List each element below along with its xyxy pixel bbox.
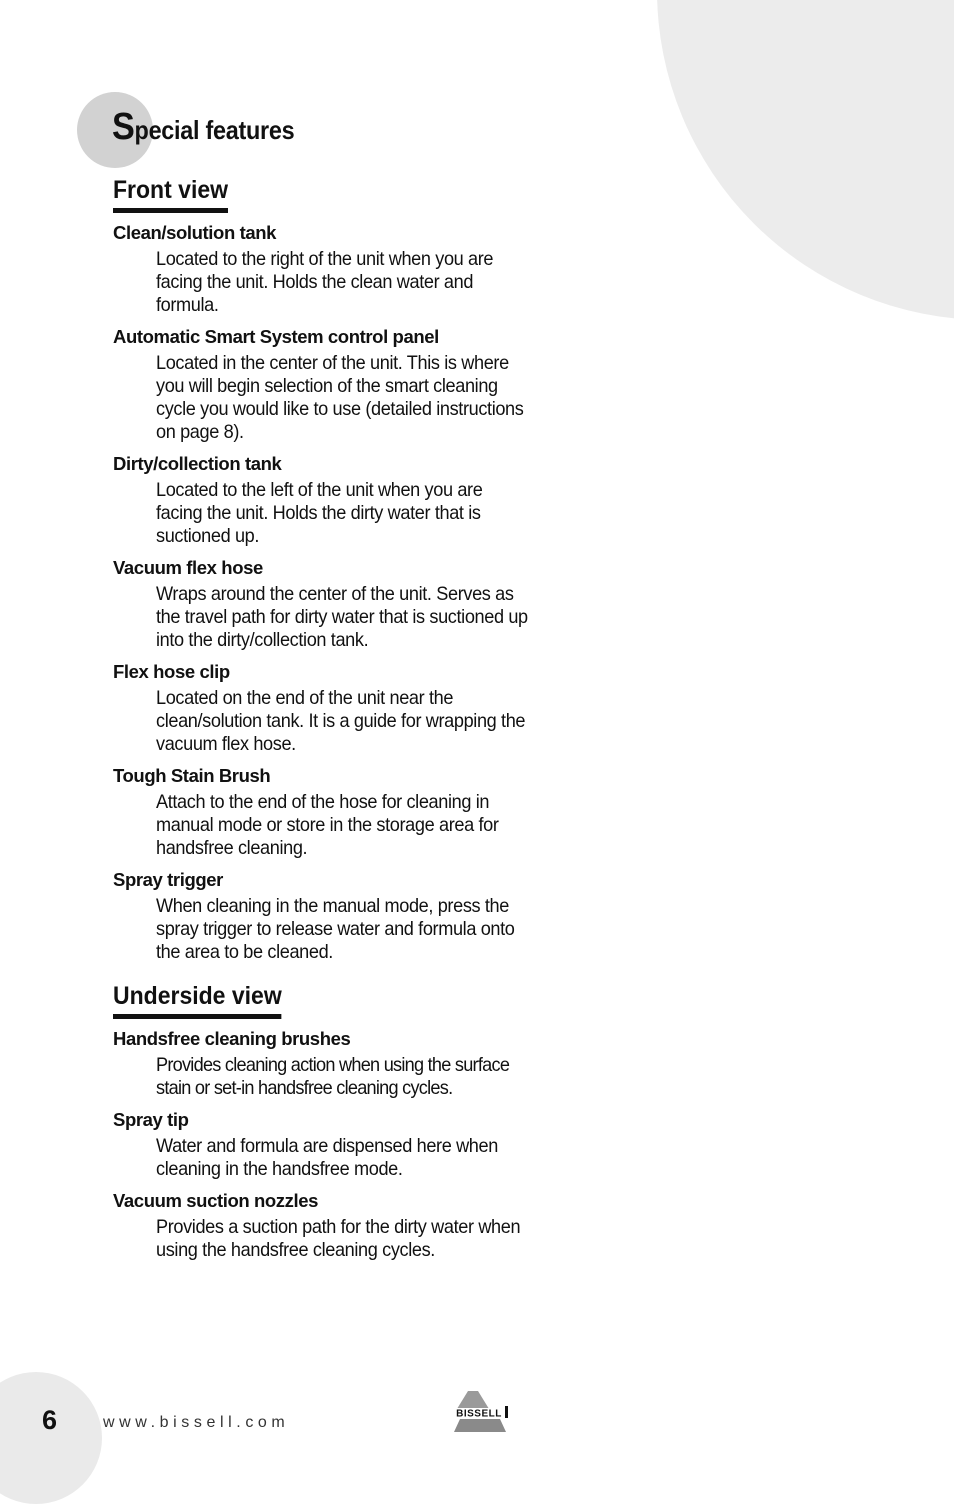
feature-item [113,1105,543,1181]
feature-description: Provides cleaning action when using the surface stain or set-in handsfree cleaning cycles. [156,1054,510,1099]
section-front-view [113,174,543,964]
feature-term: Dirty/collection tank [113,453,282,474]
section-heading-underside-view: Underside view [113,980,282,1019]
logo-triangle-base [454,1419,506,1432]
page-title-rest: pecial features [134,115,295,145]
feature-item [113,449,543,548]
feature-item [113,865,543,964]
feature-item [113,322,543,444]
page-number: 6 [42,1405,58,1435]
website-url: www.bissell.com [103,1414,290,1431]
feature-term: Clean/solution tank [113,222,277,243]
feature-description: Attach to the end of the hose for cleaning in manual mode or store in the storage area for handsfree cleaning. [156,791,499,859]
feature-item [113,1024,543,1100]
logo-bar [505,1406,508,1418]
feature-term: Handsfree cleaning brushes [113,1028,351,1049]
feature-description: Located in the center of the unit. This is where you will begin selection of the smart cleaning cycle you would like to use (detailed instructions on page 8). [156,352,524,443]
decorative-corner-circle [657,0,954,320]
feature-description: Located on the end of the unit near the clean/solution tank. It is a guide for wrapping the vacuum flex hose. [156,687,526,755]
feature-item [113,657,543,756]
page-number-circle [0,1372,102,1504]
feature-description: Provides a suction path for the dirty water when using the handsfree cleaning cycles. [156,1216,521,1261]
page-title-initial: S [112,106,135,148]
feature-term: Spray trigger [113,869,223,890]
feature-term: Vacuum suction nozzles [113,1190,319,1211]
logo-wordmark: BISSELL [456,1408,502,1420]
feature-item [113,1186,543,1262]
section-heading-front-view: Front view [113,174,228,213]
page-title [112,106,294,149]
feature-description: Wraps around the center of the unit. Serves as the travel path for dirty water that is suctioned up into the dirty/collection tank. [156,583,528,651]
feature-description: Located to the right of the unit when you are facing the unit. Holds the clean water and formula. [156,248,494,316]
features-content [113,174,543,1262]
feature-description: Water and formula are dispensed here when cleaning in the handsfree mode. [156,1135,498,1180]
feature-term: Spray tip [113,1109,189,1130]
feature-item [113,218,543,317]
bissell-logo [448,1389,512,1433]
feature-term: Automatic Smart System control panel [113,326,439,347]
feature-term: Tough Stain Brush [113,765,271,786]
section-underside-view [113,980,543,1262]
feature-item [113,553,543,652]
feature-description: When cleaning in the manual mode, press the spray trigger to release water and formula onto the area to be cleaned. [156,895,515,963]
feature-term: Flex hose clip [113,661,230,682]
feature-term: Vacuum flex hose [113,557,263,578]
feature-item [113,761,543,860]
feature-description: Located to the left of the unit when you are facing the unit. Holds the dirty water that is suctioned up. [156,479,483,547]
